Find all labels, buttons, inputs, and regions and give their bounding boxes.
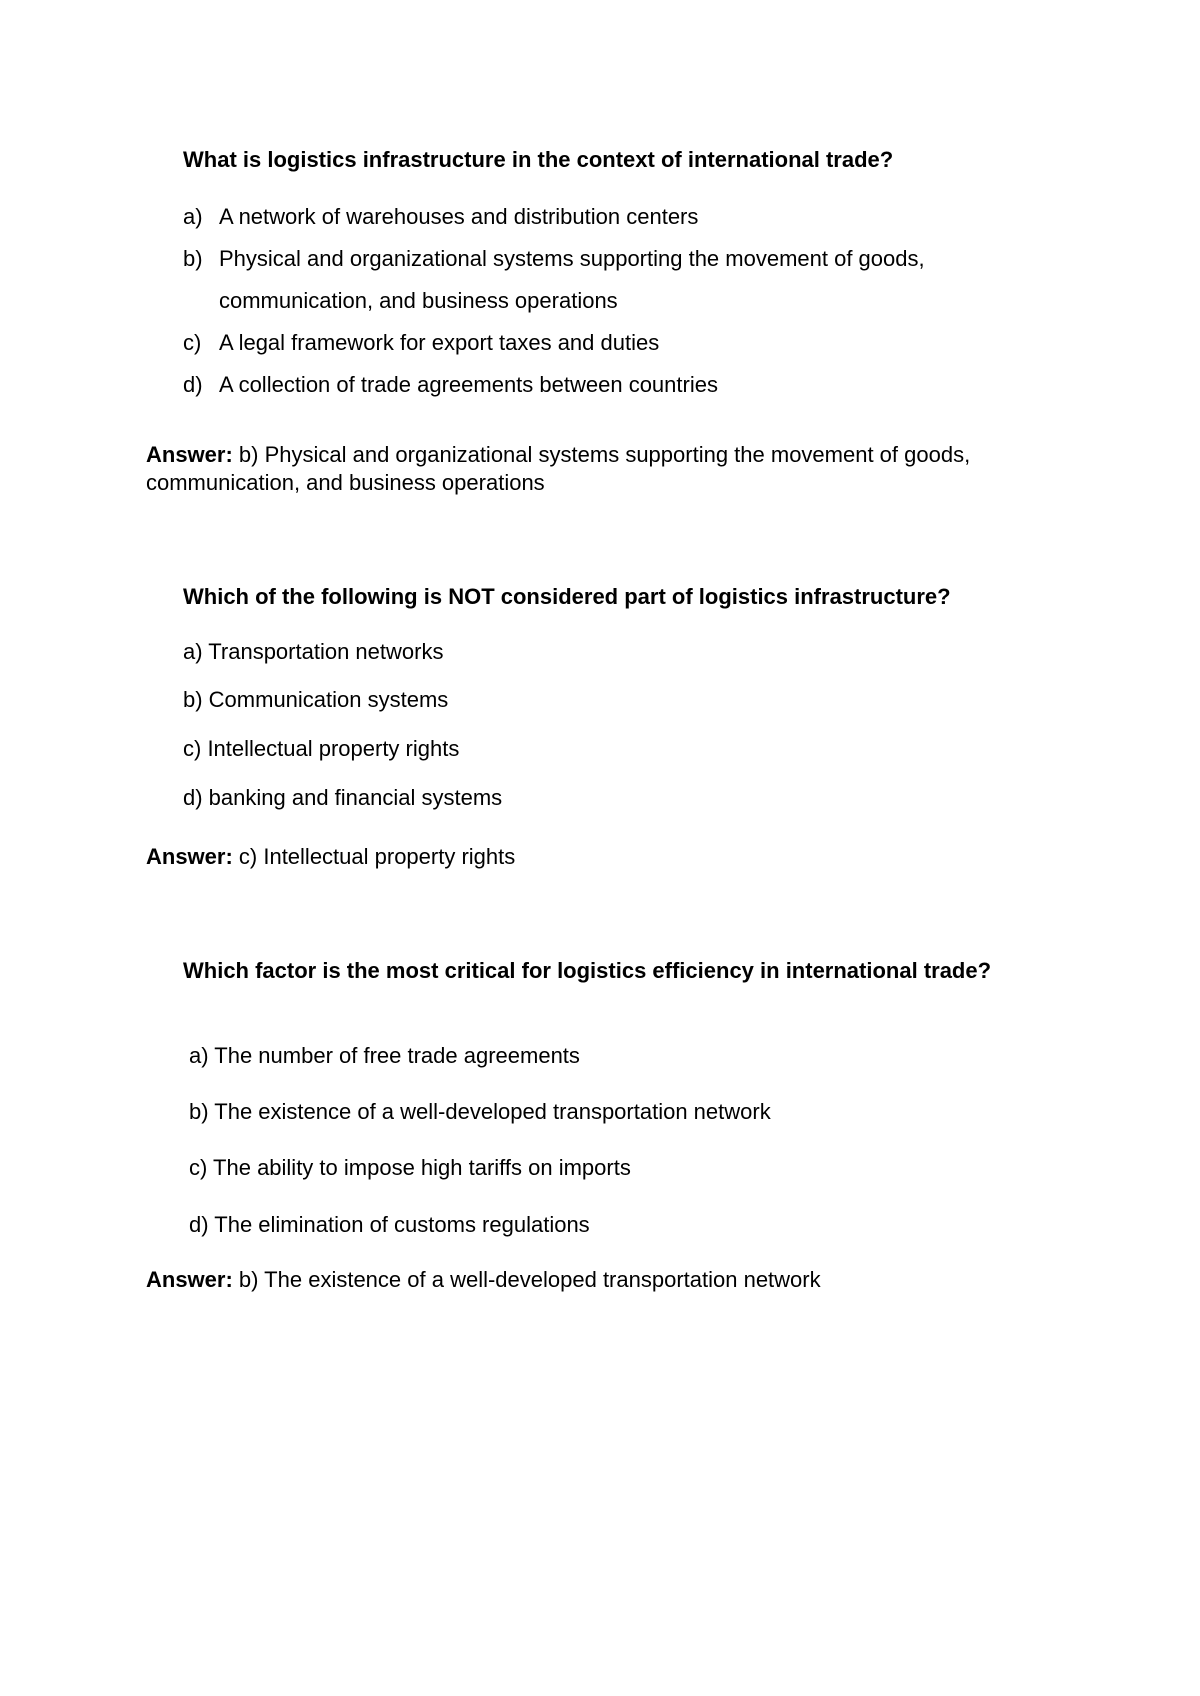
- option-letter: a): [183, 204, 203, 229]
- question-title: What is logistics infrastructure in the context of international trade?: [183, 147, 894, 172]
- answer-text: c) Intellectual property rights: [232, 844, 516, 869]
- option-text: Physical and organizational systems supporting the movement of goods,: [219, 246, 925, 271]
- option-b-continuation: communication, and business operations: [219, 288, 618, 313]
- option-text: A collection of trade agreements between countries: [219, 372, 718, 397]
- answer-line: [146, 441, 1076, 497]
- option-c: [183, 329, 659, 357]
- answer-text: b) The existence of a well-developed transportation network: [232, 1267, 821, 1292]
- option-a: [183, 203, 698, 231]
- option-b: b) The existence of a well-developed transportation network: [189, 1099, 771, 1124]
- answer-label: Answer:: [146, 1267, 233, 1292]
- option-text: A legal framework for export taxes and duties: [219, 330, 660, 355]
- answer-line: [146, 1266, 1076, 1294]
- answer-label: Answer:: [146, 844, 233, 869]
- option-letter: c): [183, 330, 202, 355]
- option-a: a) The number of free trade agreements: [189, 1043, 580, 1068]
- option-c: c) The ability to impose high tariffs on imports: [189, 1155, 631, 1180]
- answer-line: [146, 843, 1076, 871]
- answer-label: Answer:: [146, 442, 233, 467]
- option-b: b) Communication systems: [183, 687, 449, 712]
- option-text: A network of warehouses and distribution centers: [219, 204, 699, 229]
- option-d: [183, 371, 718, 399]
- option-d: d) banking and financial systems: [183, 785, 503, 810]
- option-d: d) The elimination of customs regulations: [189, 1212, 590, 1237]
- option-b: [183, 245, 925, 273]
- option-c: c) Intellectual property rights: [183, 736, 460, 761]
- question-title: Which factor is the most critical for logistics efficiency in international trade?: [183, 958, 992, 983]
- option-a: a) Transportation networks: [183, 639, 444, 664]
- option-letter: d): [183, 372, 203, 397]
- option-letter: b): [183, 246, 203, 271]
- question-title: Which of the following is NOT considered part of logistics infrastructure?: [183, 584, 951, 609]
- answer-text: b) Physical and organizational systems supporting the movement of goods, communication, and business operations: [146, 442, 971, 495]
